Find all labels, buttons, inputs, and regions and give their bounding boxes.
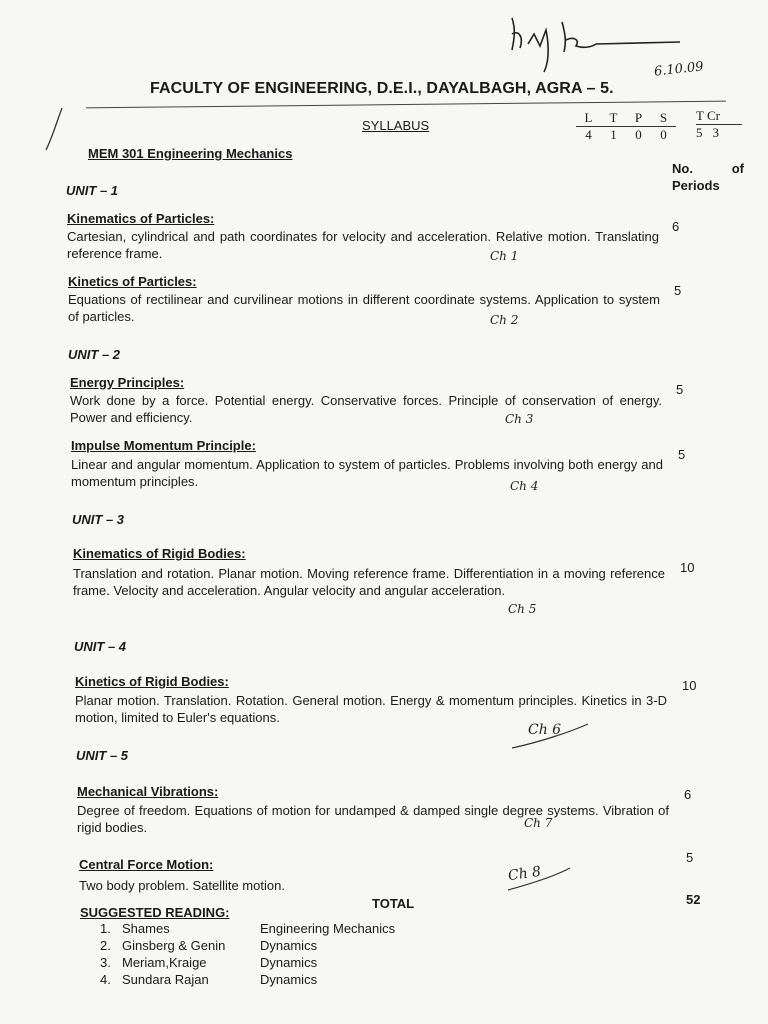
- ltps-value-t: 1: [610, 127, 617, 142]
- ltps-value-s: 0: [660, 127, 667, 142]
- tcr-table: [696, 108, 742, 141]
- syllabus-label: SYLLABUS: [362, 118, 430, 133]
- tcr-value-t: 5: [696, 125, 703, 140]
- section-periods: 5: [676, 382, 684, 397]
- section-periods: 6: [672, 219, 680, 234]
- reading-num: 2.: [100, 938, 111, 953]
- reading-author: Sundara Rajan: [122, 972, 209, 987]
- tcr-header: T Cr: [696, 108, 742, 125]
- section-title: Kinetics of Particles:: [68, 274, 197, 289]
- ltps-header-s: S: [659, 110, 668, 125]
- unit-4-heading: UNIT – 4: [74, 639, 127, 654]
- ltps-header-row: [576, 110, 676, 127]
- margin-mark: [46, 108, 62, 150]
- section-note: Ch 6: [528, 722, 562, 738]
- reading-book: Dynamics: [260, 972, 318, 987]
- section-periods: 5: [678, 447, 686, 462]
- list-item: [100, 937, 395, 954]
- unit-2-heading: UNIT – 2: [68, 347, 121, 362]
- ltps-table: [576, 110, 676, 143]
- total-label: TOTAL: [372, 896, 415, 911]
- section-title: Energy Principles:: [70, 375, 185, 390]
- unit-1-heading: UNIT – 1: [66, 183, 119, 198]
- total-value: 52: [686, 892, 701, 907]
- section-body: Work done by a force. Potential energy. Conservative forces. Principle of conservation of energy. Power and efficiency.: [70, 393, 662, 425]
- section-body: Planar motion. Translation. Rotation. General motion. Energy & momentum principles. Kinetics in 3-D motion, limited to Euler's equations.: [75, 693, 667, 725]
- section-body: Equations of rectilinear and curvilinear motions in different coordinate systems. Application to system of particles.: [68, 292, 660, 324]
- reading-author: Ginsberg & Genin: [122, 938, 226, 953]
- section-note: Ch 4: [510, 479, 539, 493]
- section-note: Ch 2: [490, 313, 519, 327]
- ltps-header-t: T: [609, 110, 618, 125]
- ltps-header-p: P: [634, 110, 643, 125]
- periods-header: [672, 160, 744, 194]
- periods-header-periods: Periods: [672, 178, 720, 193]
- signature-stroke-3: [562, 22, 680, 52]
- periods-header-of: of: [731, 161, 744, 176]
- unit-3-heading: UNIT – 3: [72, 512, 125, 527]
- section-title: Impulse Momentum Principle:: [71, 438, 256, 453]
- course-title: MEM 301 Engineering Mechanics: [88, 146, 293, 161]
- ltps-value-p: 0: [635, 127, 642, 142]
- reading-author: Shames: [122, 921, 170, 936]
- suggested-reading-list: [100, 920, 395, 988]
- section-periods: 5: [686, 850, 694, 865]
- list-item: [100, 954, 395, 971]
- signature-stroke-1: [512, 18, 521, 50]
- unit-5-heading: UNIT – 5: [76, 748, 129, 763]
- reading-book: Engineering Mechanics: [260, 921, 396, 936]
- list-item: [100, 971, 395, 988]
- periods-header-no: No.: [672, 161, 693, 176]
- section-title: Kinematics of Particles:: [67, 211, 215, 226]
- ltps-value-l: 4: [585, 127, 592, 142]
- ltps-value-row: [576, 127, 676, 143]
- reading-num: 3.: [100, 955, 111, 970]
- handwritten-date: 6.10.09: [653, 59, 705, 80]
- section-periods: 5: [674, 283, 682, 298]
- reading-num: 4.: [100, 972, 111, 987]
- tcr-value-cr: 3: [712, 125, 719, 140]
- ltps-header-l: L: [584, 110, 593, 125]
- list-item: [100, 920, 395, 937]
- reading-num: 1.: [100, 921, 111, 936]
- signature-stroke-2: [528, 30, 548, 72]
- page-title: FACULTY OF ENGINEERING, D.E.I., DAYALBAGH, AGRA – 5.: [150, 80, 614, 97]
- section-title: Central Force Motion:: [79, 857, 214, 872]
- tcr-values: [696, 125, 742, 141]
- section-note: Ch 1: [490, 249, 519, 263]
- reading-author: Meriam,Kraige: [122, 955, 207, 970]
- section-periods: 6: [684, 787, 692, 802]
- reading-book: Dynamics: [260, 938, 318, 953]
- section-note: Ch 5: [508, 602, 537, 616]
- section-body: Cartesian, cylindrical and path coordinates for velocity and acceleration. Relative motion. Translating reference frame.: [67, 229, 659, 261]
- section-note: Ch 7: [524, 816, 553, 830]
- section-note: Ch 3: [505, 412, 534, 426]
- section-body: Linear and angular momentum. Application to system of particles. Problems involving both energy and momentum principles.: [71, 457, 663, 489]
- section-periods: 10: [680, 560, 695, 575]
- section-body: Translation and rotation. Planar motion. Moving reference frame. Differentiation in a moving reference frame. Velocity and acceleration. Angular velocity and angular acceleration.: [73, 566, 665, 598]
- reading-book: Dynamics: [260, 955, 318, 970]
- section-periods: 10: [682, 678, 697, 693]
- section-title: Kinetics of Rigid Bodies:: [75, 674, 229, 689]
- section-body: Two body problem. Satellite motion.: [79, 878, 285, 893]
- section-title: Mechanical Vibrations:: [77, 784, 219, 799]
- section-body: Degree of freedom. Equations of motion for undamped & damped single degree systems. Vibration of rigid bodies.: [77, 803, 669, 835]
- suggested-reading-title: SUGGESTED READING:: [80, 905, 230, 920]
- section-note: Ch 8: [507, 863, 543, 885]
- section-title: Kinematics of Rigid Bodies:: [73, 546, 246, 561]
